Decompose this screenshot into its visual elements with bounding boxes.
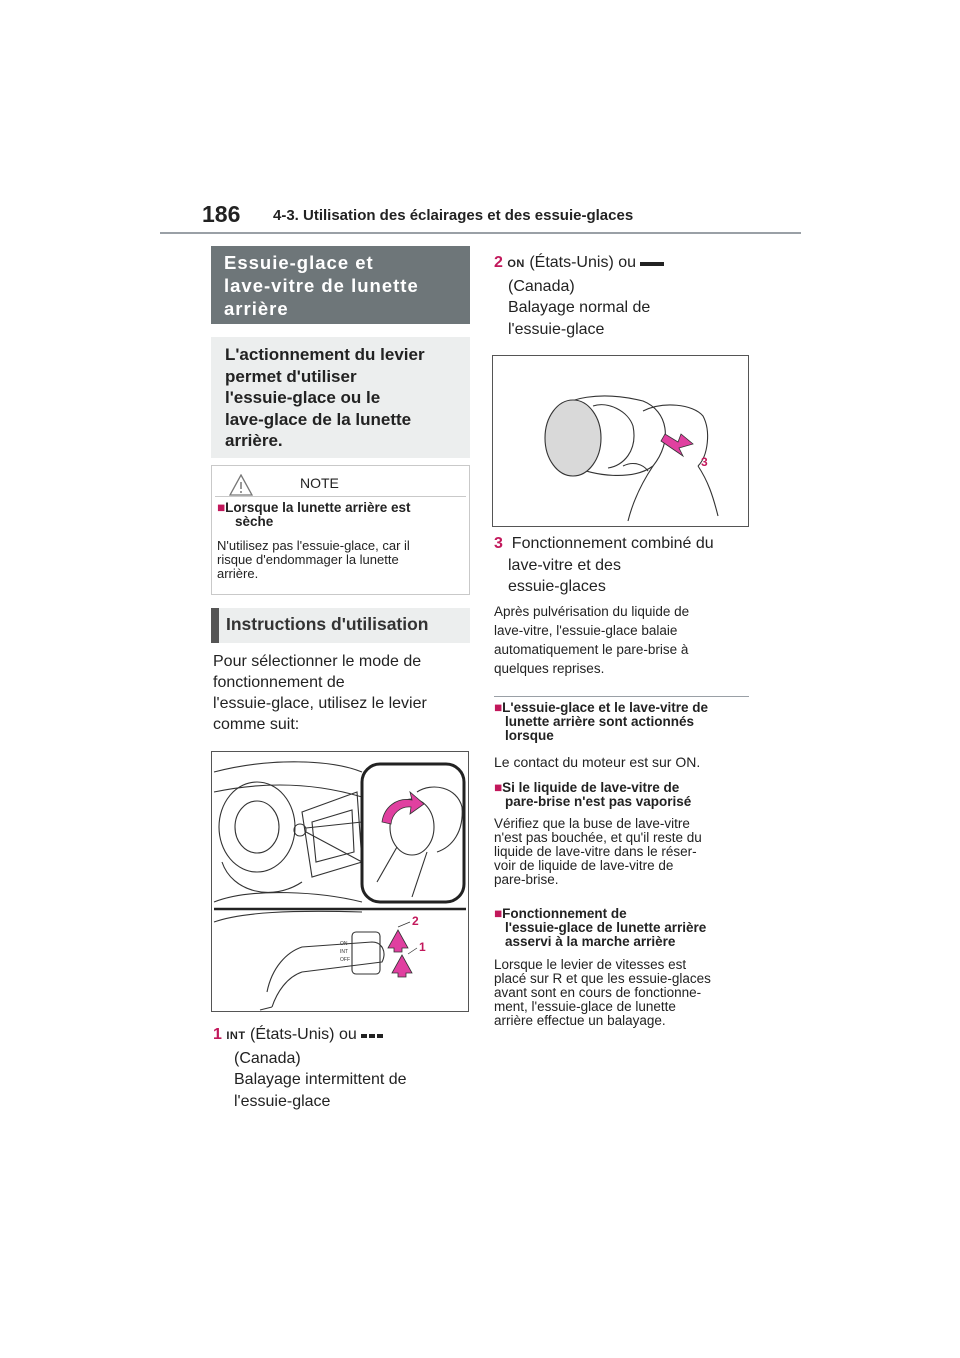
info-body-line: avant sont en cours de fonctionne-	[494, 985, 702, 1000]
item-text: l'essuie-glace	[234, 1092, 331, 1110]
callout-1: 1	[419, 940, 426, 954]
lever-label-off: OFF	[340, 957, 350, 963]
info-body-line: liquide de lave-vitre dans le réser-	[494, 844, 697, 859]
info-body-line: Le contact du moteur est sur ON.	[494, 754, 701, 770]
intro-line: permet d'utiliser	[225, 366, 357, 386]
paragraph-line: Pour sélectionner le mode de	[213, 653, 422, 670]
info-body-line: n'est pas bouchée, et qu'il reste du	[494, 830, 702, 845]
info-body-line: pare-brise.	[494, 872, 559, 887]
info-block-conditions	[494, 701, 752, 769]
note-label: NOTE	[300, 475, 339, 491]
info-body-line: Lorsque le levier de vitesses est	[494, 957, 687, 972]
bullet-icon: ■	[494, 906, 503, 921]
bullet-icon: ■	[217, 500, 226, 515]
mode-item-washer	[494, 533, 749, 598]
item-text: Balayage normal de	[508, 299, 651, 316]
info-heading-line: asservi à la marche arrière	[505, 934, 676, 949]
warning-icon	[229, 474, 253, 496]
info-heading	[494, 907, 752, 949]
section-title-line: Essuie-glace et	[224, 252, 374, 273]
section-title	[224, 251, 419, 320]
bullet-icon: ■	[494, 700, 503, 715]
info-heading	[494, 701, 752, 743]
subsection-title-box	[211, 608, 470, 643]
on-symbol-icon: ON	[507, 258, 525, 270]
info-heading-line: L'essuie-glace et le lave-vitre de	[502, 700, 708, 715]
info-body-line: ment, l'essuie-glace de lunette	[494, 999, 676, 1014]
intro-line: L'actionnement du levier	[225, 345, 425, 364]
item-text: Balayage intermittent de	[234, 1071, 407, 1088]
info-heading-line: Fonctionnement de	[502, 906, 627, 921]
washer-lever-illustration	[492, 355, 749, 527]
note-heading	[217, 501, 462, 529]
item-text: essuie-glaces	[508, 578, 606, 595]
instructions-paragraph	[213, 651, 468, 735]
description-line: automatiquement le pare-brise à	[494, 642, 689, 657]
paragraph-line: comme suit:	[213, 716, 300, 733]
item-number: 2	[494, 254, 503, 271]
callout-2: 2	[412, 914, 419, 928]
header-divider	[160, 232, 801, 234]
subsection-title: Instructions d'utilisation	[226, 614, 429, 634]
section-title-line: arrière	[224, 298, 289, 319]
info-heading-line: lunette arrière sont actionnés	[505, 714, 695, 729]
description-line: quelques reprises.	[494, 661, 605, 676]
info-block-washer-fluid	[494, 781, 752, 887]
info-heading-line: Si le liquide de lave-vitre de	[502, 780, 680, 795]
note-body-line: arrière.	[217, 566, 259, 581]
info-heading-line: lorsque	[505, 728, 554, 743]
note-body-line: risque d'endommager la lunette	[217, 552, 399, 567]
item-text: Fonctionnement combiné du	[511, 535, 714, 552]
note-body-line: N'utilisez pas l'essuie-glace, car il	[217, 538, 410, 553]
item-text: (États-Unis) ou	[250, 1026, 357, 1043]
info-heading-line: l'essuie-glace de lunette arrière	[505, 920, 707, 935]
intro-line: l'essuie-glace ou le	[225, 388, 381, 407]
info-heading	[494, 781, 752, 809]
description-line: lave-vitre, l'essuie-glace balaie	[494, 623, 678, 638]
item-text: (Canada)	[234, 1049, 301, 1067]
paragraph-line: fonctionnement de	[213, 674, 345, 691]
description-line: Après pulvérisation du liquide de	[494, 604, 690, 619]
paragraph-line: l'essuie-glace, utilisez le levier	[213, 695, 427, 712]
info-body-line: placé sur R et que les essuie-glaces	[494, 971, 711, 986]
info-body-line: Vérifiez que la buse de lave-vitre	[494, 816, 690, 831]
item-text: lave-vitre et des	[508, 556, 621, 574]
note-box	[211, 465, 470, 595]
note-heading-line: Lorsque la lunette arrière est	[225, 500, 411, 515]
section-title-line: lave-vitre de lunette	[224, 275, 419, 296]
info-body-line: voir de liquide de lave-vitre de	[494, 858, 674, 873]
item-number: 1	[213, 1026, 222, 1043]
item-number: 3	[494, 535, 503, 552]
note-body	[217, 539, 462, 581]
dashboard-drawing	[212, 752, 468, 1011]
lever-label-on: ON	[340, 941, 348, 947]
page-number: 186	[202, 201, 241, 227]
mode-item-int	[213, 1024, 468, 1112]
lever-label-int: INT	[340, 949, 349, 955]
intro-text	[225, 344, 425, 452]
info-block-reverse-wiper	[494, 907, 752, 1028]
intermittent-dashes-icon	[361, 1033, 383, 1039]
intro-line: lave-glace de la lunette	[225, 409, 412, 429]
note-divider	[215, 496, 466, 497]
intro-panel	[211, 337, 470, 458]
callout-3: 3	[701, 455, 708, 469]
info-body-line: arrière effectue un balayage.	[494, 1013, 666, 1028]
mode-item-on	[494, 252, 749, 340]
section-title-box	[211, 246, 470, 324]
intro-line: arrière.	[225, 431, 283, 450]
item-text: (Canada)	[508, 277, 575, 295]
info-divider	[494, 696, 749, 697]
info-body	[494, 958, 752, 1028]
item-text: (États-Unis) ou	[529, 254, 637, 271]
note-heading-line: sèche	[235, 514, 274, 529]
int-symbol-icon: INT	[226, 1030, 246, 1042]
item-text: l'essuie-glace	[508, 320, 605, 338]
continuous-line-icon	[640, 261, 664, 267]
bullet-icon: ■	[494, 780, 503, 795]
chapter-title: 4-3. Utilisation des éclairages et des essuie-glaces	[273, 207, 634, 224]
washer-description	[494, 602, 749, 678]
info-body	[494, 817, 752, 887]
washer-drawing	[493, 356, 748, 526]
info-heading-line: pare-brise n'est pas vaporisé	[505, 794, 692, 809]
wiper-lever-illustration	[211, 751, 469, 1012]
